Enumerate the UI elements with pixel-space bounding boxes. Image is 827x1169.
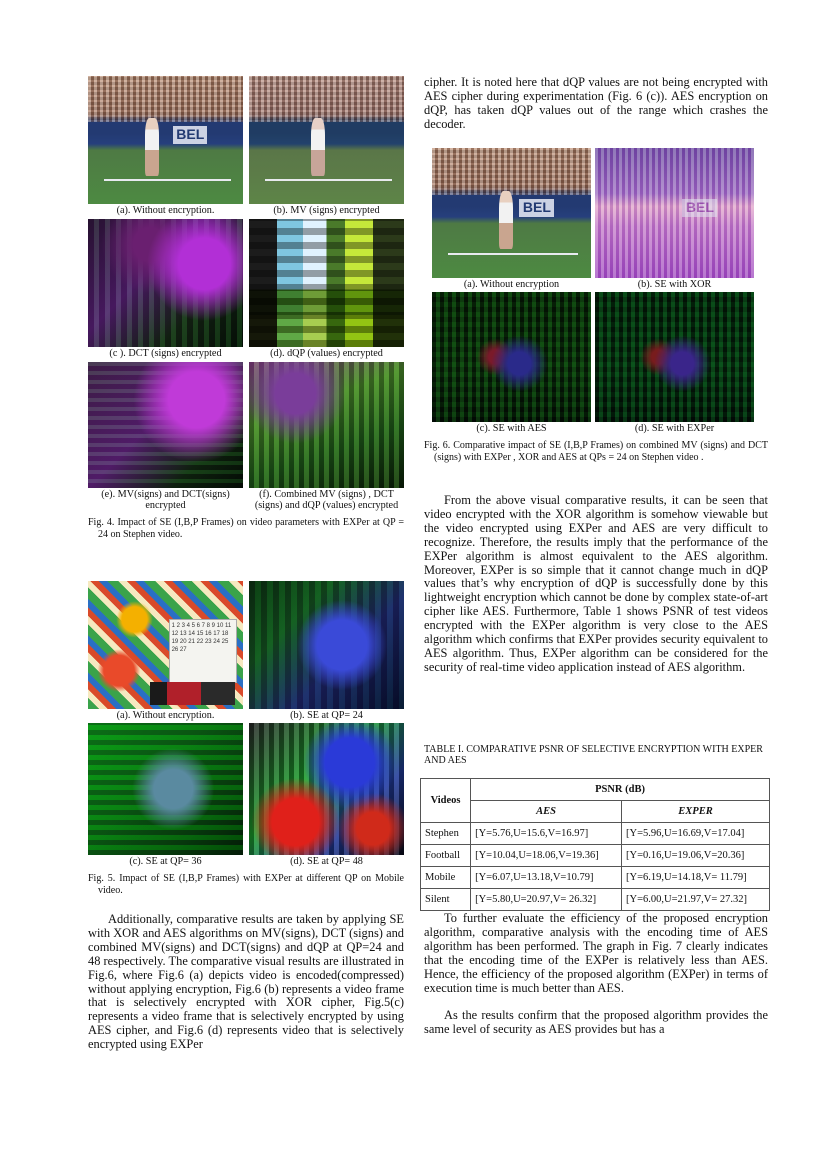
cell-exper: [Y=0.16,U=19.06,V=20.36] [622,845,770,867]
fig4-panel-e [88,362,243,511]
fig6-panel-c [432,292,591,434]
right-mid-block [424,494,768,675]
fig6-caption-a: (a). Without encryption [463,279,560,290]
fig4-caption-b: (b). MV (signs) encrypted [273,205,380,216]
cell-video: Silent [421,889,471,911]
fig4-caption-c: (c ). DCT (signs) encrypted [109,348,222,359]
fig5-panel-a [88,581,243,721]
table-row [421,845,770,867]
table-title-lead: TABLE I. C [424,744,473,755]
fig4-image-b [249,76,404,204]
right-paragraph-4: As the results confirm that the proposed algorithm provides the same level of security as AES provides but has a [424,1008,768,1037]
fig4-panel-c [88,219,243,359]
table-row [421,823,770,845]
fig6-image-b [595,148,754,278]
figure-6-block [432,148,754,434]
fig6-image-a [432,148,591,278]
fig5-image-b [249,581,404,709]
fig6-image-c [432,292,591,422]
left-text-block [88,913,404,1052]
player-figure [145,118,159,176]
fig5-panel-b [249,581,404,721]
player-figure [499,191,513,250]
table-row [421,889,770,911]
right-mid-paragraph: From the above visual comparative results, it can be seen that video encrypted with the XOR algorithm is somehow viewable but the video encrypted using EXPer and AES are very difficult to recognize. Therefore, the results imply that the performance of the EXPer algorithm is almost equivalent to the AES algorithm. Moreover, EXPer is so simple that it cannot change much in dQP values that’s why encryption of dQP is successfully done by this lightweight encryption which cannot be done by complex state-of-art cipher like AES. Furthermore, Table 1 shows PSNR of test videos encrypted with the EXPer algorithm is very close to the AES algorithm which confirms that EXPer provides security equivalent to AES algorithm. Thus, EXPer algorithm can be considered for the security of real-time video application instead of AES algorithm. [424,493,768,674]
calendar-grid: 1 2 3 4 5 6 7 8 9 10 11 12 13 14 15 16 17 18 19 20 21 22 23 24 25 26 27 [169,619,237,683]
fig4-image-e [88,362,243,488]
psnr-table [420,778,770,911]
col-exper: EXPER [622,801,770,823]
right-bottom-block [424,912,768,1037]
fig4-panel-f [249,362,404,511]
banner-text: BEL [682,199,717,217]
fig6-panel-b [595,148,754,290]
fig5-panel-c [88,723,243,867]
fig6-panel-d [595,292,754,434]
fig5-image-c [88,723,243,855]
fig4-caption-a: (a). Without encryption. [116,205,215,216]
cell-exper: [Y=5.96,U=16.69,V=17.04] [622,823,770,845]
fig4-caption-f: (f). Combined MV (signs) , DCT (signs) and dQP (values) encrypted [254,489,399,511]
fig5-image-d [249,723,404,855]
fig4-panel-b [249,76,404,216]
table-title [424,744,768,766]
cell-video: Football [421,845,471,867]
fig5-caption-b: (b). SE at QP= 24 [290,710,363,721]
fig5-caption-c: (c). SE at QP= 36 [129,856,202,867]
fig4-caption-e: (e). MV(signs) and DCT(signs) encrypted [101,489,230,511]
fig4-image-c [88,219,243,347]
col-videos: Videos [421,779,471,823]
fig5-caption: Fig. 5. Impact of SE (I,B,P Frames) with EXPer at different QP on Mobile video. [88,873,404,896]
table-title-rest: OMPARATIVE PSNR OF SELECTIVE ENCRYPTION WITH EXPER AND AES [424,744,763,766]
figure-6 [432,148,754,434]
fig6-panel-a [432,148,591,290]
fig5-caption-d: (d). SE at QP= 48 [290,856,363,867]
fig4-caption-d: (d). dQP (values) encrypted [270,348,383,359]
cell-exper: [Y=6.00,U=21.97,V= 27.32] [622,889,770,911]
fig4-panel-d [249,219,404,359]
right-top-block [424,76,768,132]
figure-4 [88,76,404,511]
fig4-panel-a [88,76,243,216]
fig6-image-d [595,292,754,422]
fig6-caption-b: (b). SE with XOR [637,279,712,290]
right-top-paragraph: cipher. It is noted here that dQP values are not being encrypted with AES cipher during experimentation (Fig. 6 (c)). AES encryption on dQP, has taken dQP values out of the range which crashes the decoder. [424,75,768,131]
fig4-image-f [249,362,404,488]
fig4-image-d [249,219,404,347]
right-paragraph-3: To further evaluate the efficiency of the proposed encryption algorithm, comparative analysis with the encoding time of AES algorithm has been performed. The graph in Fig. 7 clearly indicates that the encoding time of the EXPer is relatively less than AES. Hence, the efficiency of the proposed algorithm (EXPer) in terms of execution time is much better than AES. [424,911,768,995]
left-column [88,76,404,540]
fig5-caption-a: (a). Without encryption. [116,710,215,721]
player-figure [311,118,325,176]
left-paragraph: Additionally, comparative results are taken by applying SE with XOR and AES algorithms on MV(signs), DCT (signs) and combined MV(signs) and DCT(signs) and dQP at QP=24 and 48 respectively. The comparative visual results are illustrated in Fig.6, where Fig.6 (a) depicts video is encoded(compressed) without applying encryption, Fig.6 (b) represents a video frame that is selectively encrypted with XOR cipher, Fig.5(c) represents a video frame that is selectively encrypted by using AES cipher, and Fig.6 (d) represents video that is selectively encrypted using EXPer [88,912,404,1052]
fig5-image-a [88,581,243,709]
fig6-caption-block [424,440,768,463]
fig5-panel-d [249,723,404,867]
cell-video: Mobile [421,867,471,889]
fig6-caption-d: (d). SE with EXPer [634,423,715,434]
cell-aes: [Y=5.80,U=20.97,V= 26.32] [471,889,622,911]
cell-exper: [Y=6.19,U=14.18,V= 11.79] [622,867,770,889]
table-row [421,867,770,889]
col-aes: AES [471,801,622,823]
toy-train [150,682,235,705]
fig4-image-a [88,76,243,204]
fig6-caption: Fig. 6. Comparative impact of SE (I,B,P Frames) on combined MV (signs) and DCT (signs) with EXPer , XOR and AES at QPs = 24 on Stephen video . [424,440,768,463]
figure-5 [88,581,404,867]
col-psnr: PSNR (dB) [471,779,770,801]
cell-aes: [Y=5.76,U=15.6,V=16.97] [471,823,622,845]
fig6-caption-c: (c). SE with AES [476,423,547,434]
cell-video: Stephen [421,823,471,845]
cell-aes: [Y=6.07,U=13.18,V=10.79] [471,867,622,889]
banner-text: BEL [173,126,207,144]
cell-aes: [Y=10.04,U=18.06,V=19.36] [471,845,622,867]
table-block [424,744,768,911]
fig4-caption: Fig. 4. Impact of SE (I,B,P Frames) on video parameters with EXPer at QP = 24 on Stephen video. [88,517,404,540]
figure-5-block [88,581,404,896]
banner-text: BEL [519,199,554,217]
